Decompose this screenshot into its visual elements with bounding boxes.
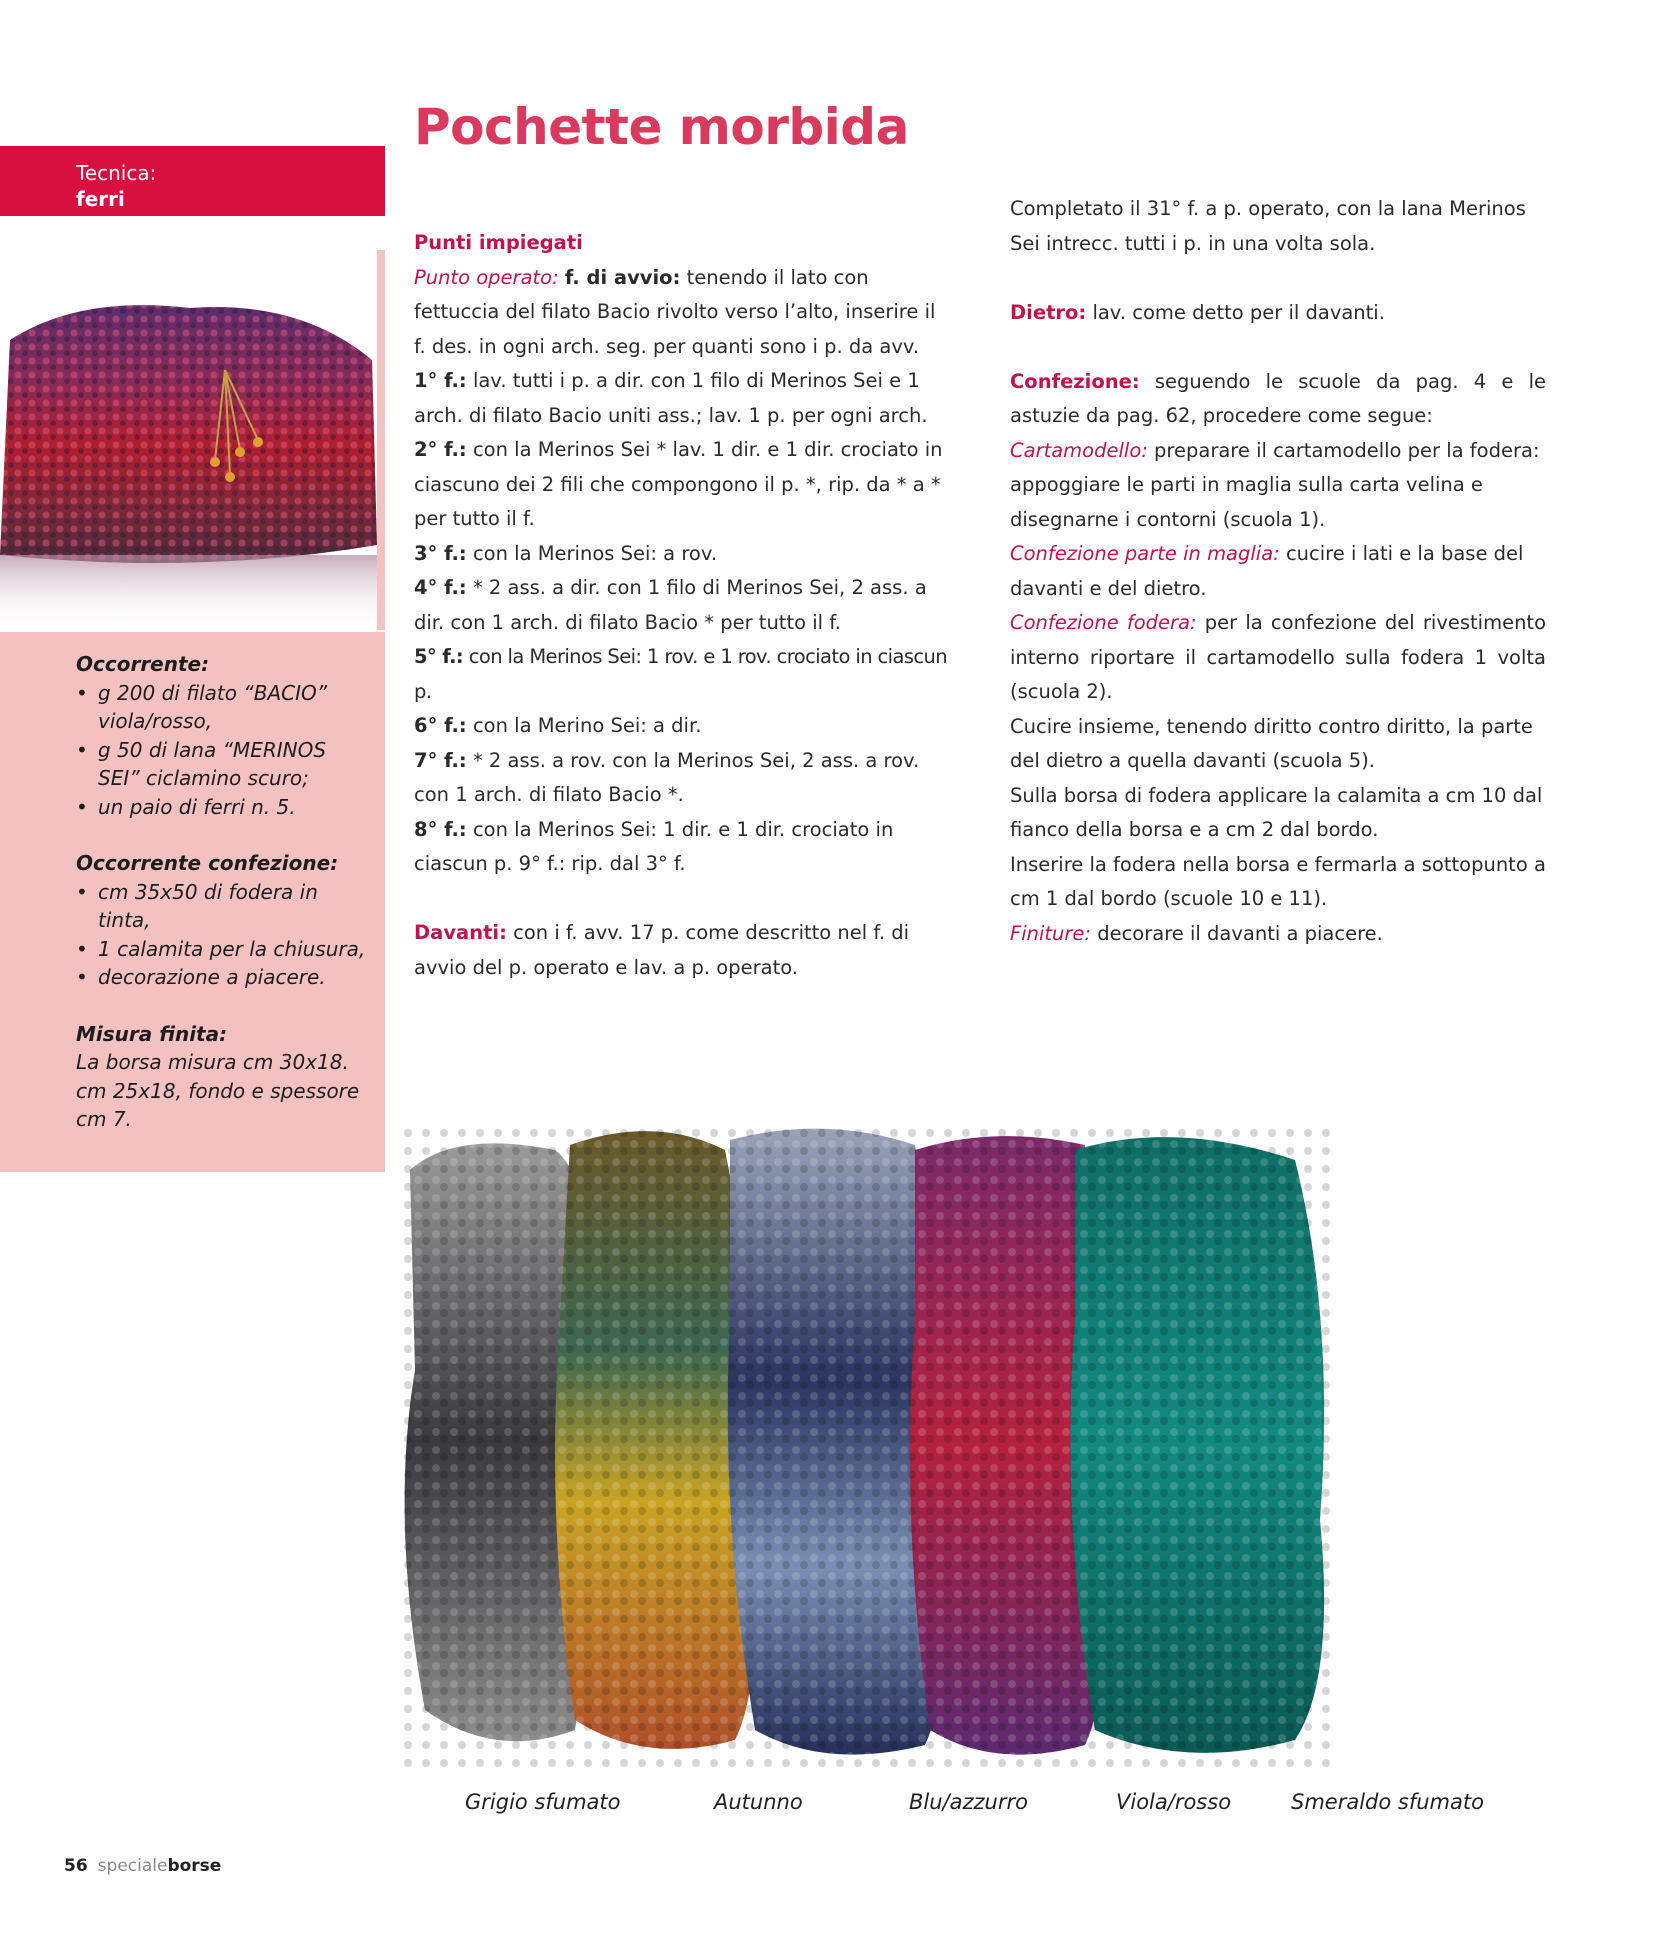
paragraph: Inserire la fodera nella borsa e fermarla a sottopunto a cm 1 dal bordo (scuole 10 e 11). [1010, 852, 1546, 910]
confezione-label: Confezione: [1010, 369, 1140, 393]
page-footer [64, 1856, 221, 1876]
row-label: 7° f.: [414, 748, 467, 772]
list-item: • un paio di ferri n. 5. [76, 793, 371, 822]
row-text: con la Merinos Sei: a rov. [472, 541, 718, 565]
row-label: 8° f.: [414, 817, 467, 841]
caption-smeraldo: Smeraldo sfumato [1291, 1790, 1484, 1814]
list-item: • g 200 di filato “BACIO” viola/rosso, [76, 679, 371, 736]
row-instruction [414, 640, 950, 709]
paragraph: Sulla borsa di fodera applicare la calamita a cm 10 dal fianco della borsa e a cm 2 dal bordo. [1010, 783, 1543, 841]
finiture-text: decorare il davanti a piacere. [1097, 921, 1383, 945]
misura-line: cm 25x18, fondo e spessore [76, 1078, 360, 1103]
technique-value: ferri [76, 187, 125, 211]
row-text: con la Merinos Sei * lav. 1 dir. e 1 dir. crociato in ciascuno dei 2 fili che compongono il p. *, rip. da * a * per tutto il f. [414, 438, 943, 530]
fodera-text: per la confezione del rivestimento interno riportare il cartamodello sulla fodera 1 volta (scuola 2). [1010, 611, 1547, 703]
avvio-label: f. di avvio: [564, 265, 681, 289]
row-text: con la Merinos Sei: 1 rov. e 1 rov. crociato in ciascun p. [414, 645, 948, 703]
bag-photo [0, 300, 377, 630]
row-label: 6° f.: [414, 714, 467, 737]
avvio-text: tenendo il lato con fettuccia del filato Bacio rivolto verso l’alto, inserire il f. des. in ogni arch. seg. per quanti sono i p. da avv. [414, 265, 936, 358]
list-item: • 1 calamita per la chiusura, [76, 935, 371, 964]
confezione-text: seguendo le scuole da pag. 4 e le astuzie da pag. 62, procedere come segue: [1010, 369, 1546, 427]
row-label: 5° f.: [414, 645, 464, 668]
instructions-right [1010, 192, 1546, 951]
dietro-label: Dietro: [1010, 300, 1087, 324]
cartamodello-label: Cartamodello: [1010, 438, 1148, 462]
fodera-label: Confezione fodera: [1010, 611, 1197, 634]
paragraph: Cucire insieme, tenendo diritto contro diritto, la parte del dietro a quella davanti (scuola 5). [1010, 714, 1533, 772]
maglia-paragraph [1010, 537, 1546, 606]
maglia-label: Confezione parte in maglia: [1010, 542, 1280, 565]
row-text: lav. tutti i p. a dir. con 1 filo di Merinos Sei e 1 arch. di filato Bacio uniti ass.; lav. 1 p. per ogni arch. [414, 369, 928, 427]
misura-title: Misura finita: [76, 1021, 228, 1046]
row-instruction [414, 744, 950, 813]
list-item: • decorazione a piacere. [76, 963, 371, 992]
row-label: 2° f.: [414, 438, 467, 461]
davanti-label: Davanti: [414, 921, 507, 944]
finiture-label: Finiture: [1010, 921, 1091, 945]
materials-panel [0, 632, 385, 1172]
davanti-paragraph [414, 916, 950, 985]
dietro-text: lav. come detto per il davanti. [1092, 300, 1385, 324]
intro-paragraph: Completato il 31° f. a p. operato, con la lana Merinos Sei intrecc. tutti i p. in una volta sola. [1010, 197, 1526, 255]
row-text: * 2 ass. a dir. con 1 filo di Merinos Sei, 2 ass. a dir. con 1 arch. di filato Bacio * per tutto il f. [414, 576, 927, 634]
row-label: 1° f.: [414, 369, 467, 392]
brand-bold: borse [167, 1856, 222, 1876]
occorrente-list [76, 679, 371, 822]
confezione-title: Occorrente confezione: [76, 851, 339, 875]
occorrente-title: Occorrente: [76, 652, 210, 676]
caption-grigio: Grigio sfumato [465, 1790, 621, 1814]
row-instruction [414, 571, 950, 640]
confezione-list [76, 878, 371, 992]
list-item: • cm 35x50 di fodera in tinta, [76, 878, 371, 935]
row-label: 3° f.: [414, 541, 467, 565]
cartamodello-paragraph [1010, 434, 1546, 538]
brand-light: speciale [97, 1856, 168, 1876]
row-label: 4° f.: [414, 576, 467, 599]
row-instruction [414, 537, 950, 572]
row-instruction [414, 433, 950, 537]
yarn-colors-photo [395, 1120, 1535, 1770]
finiture-paragraph [1010, 917, 1546, 952]
davanti-text: con i f. avv. 17 p. come descritto nel f. di avvio del p. operato e lav. a p. operato. [414, 921, 910, 979]
page-number: 56 [64, 1856, 88, 1876]
fodera-paragraph [1010, 606, 1546, 710]
misura-line: La borsa misura cm 30x18. [76, 1050, 349, 1074]
list-item: • g 50 di lana “MERINOS SEI” ciclamino scuro; [76, 736, 371, 793]
caption-autunno: Autunno [714, 1790, 803, 1814]
section-heading: Punti impiegati [414, 231, 583, 254]
page-title: Pochette morbida [414, 98, 909, 156]
row-instruction [414, 709, 950, 744]
technique-bar [0, 146, 385, 216]
cartamodello-text: preparare il cartamodello per la fodera: appoggiare le parti in maglia sulla carta velina e disegnarne i contorni (scuola 1). [1010, 438, 1540, 531]
instructions-left [414, 226, 950, 985]
decorative-bar [377, 250, 385, 630]
row-text: con la Merino Sei: a dir. [472, 714, 702, 737]
row-instruction [414, 364, 950, 433]
technique-label: Tecnica: [76, 161, 157, 185]
caption-viola: Viola/rosso [1116, 1790, 1232, 1814]
row-instruction [414, 813, 950, 882]
caption-blu: Blu/azzurro [909, 1790, 1028, 1814]
misura-line: cm 7. [76, 1107, 132, 1131]
confezione-paragraph [1010, 365, 1546, 434]
dietro-paragraph [1010, 296, 1546, 331]
row-text: con la Merinos Sei: 1 dir. e 1 dir. crociato in ciascun p. 9° f.: rip. dal 3° f. [414, 817, 894, 875]
paragraph [414, 261, 950, 365]
punto-label: Punto operato: [414, 265, 559, 289]
maglia-text: cucire i lati e la base del davanti e del dietro. [1010, 542, 1524, 600]
row-text: * 2 ass. a rov. con la Merinos Sei, 2 ass. a rov. con 1 arch. di filato Bacio *. [414, 748, 920, 806]
